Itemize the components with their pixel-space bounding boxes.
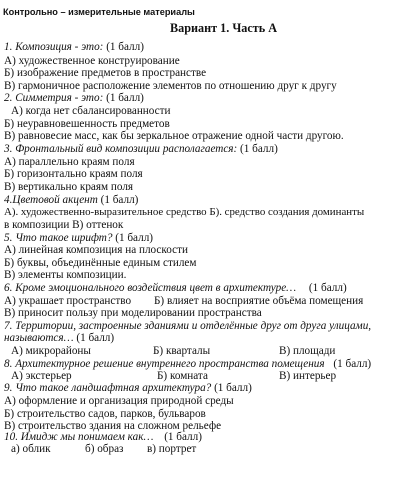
question-6-text: Кроме эмоционального воздействия цвет в архитектуре… (15, 281, 297, 294)
question-6-number: 6. (4, 281, 13, 294)
question-8 (4, 358, 371, 371)
question-6-option-c: В) приносит пользу при моделировании пространства (4, 307, 262, 320)
question-2-option-b: Б) неуравновешенность предметов (4, 117, 170, 130)
question-10 (4, 431, 202, 444)
question-6-option-a: А) украшает пространство (4, 295, 132, 307)
question-4-number: 4. (4, 193, 13, 206)
question-7-text-cont: называются… (4, 332, 74, 344)
document-header: Контрольно – измерительные материалы (3, 7, 195, 17)
question-10-text: Имидж мы понимаем как… (20, 430, 154, 443)
question-6-points: (1 балл) (308, 281, 347, 294)
question-3-option-a: А) параллельно краям поля (4, 155, 135, 168)
question-3-option-b: Б) горизонтально краям поля (4, 168, 143, 181)
question-7-option-c: В) площади (279, 345, 336, 358)
question-4-points: (1 балл) (100, 193, 139, 206)
question-10-option-c: в) портрет (147, 443, 197, 455)
question-3 (4, 143, 278, 156)
question-9-number: 9. (4, 382, 13, 395)
question-1-option-b: Б) изображение предметов в пространстве (4, 66, 207, 79)
question-10-number: 10. (4, 430, 18, 443)
question-7-points: (1 балл) (76, 332, 115, 344)
question-8-points: (1 балл) (333, 357, 372, 370)
question-7-text: Территории, застроенные зданиями и отделённые друг от друга улицами, (15, 319, 372, 332)
question-7 (4, 320, 371, 333)
question-5-option-c: В) элементы композиции. (4, 269, 127, 282)
question-9-option-b: Б) строительство садов, парков, бульваров (4, 407, 206, 420)
question-10-option-a: а) облик (11, 443, 51, 455)
question-3-text: Фронтальный вид композиции располагается: (15, 142, 238, 155)
question-1-text: Композиция - это: (15, 41, 104, 54)
question-4-options-cont: в композиции В) оттенок (4, 219, 124, 232)
question-8-option-a: А) экстерьер (11, 369, 72, 382)
question-4-options: А). художественно-выразительное средство Б). средство создания доминанты (4, 206, 365, 218)
question-9-text: Что такое ландшафтная архитектура? (15, 382, 212, 395)
question-7-option-b: Б) кварталы (153, 345, 211, 358)
question-2-option-a: А) когда нет сбалансированности (11, 104, 171, 117)
question-8-option-b: Б) комната (157, 369, 208, 382)
question-1-points: (1 балл) (106, 41, 144, 54)
question-5-option-b: Б) буквы, объединённые единым стилем (4, 257, 197, 270)
question-1-option-a: А) художественное конструирование (4, 54, 180, 67)
question-5-option-a: А) линейная композиция на плоскости (4, 243, 188, 256)
question-9-points: (1 балл) (214, 382, 252, 395)
question-9-option-c: В) строительство здания на сложном рельефе (4, 420, 222, 433)
question-5-text: Что такое шрифт? (15, 231, 113, 244)
question-8-text: Архитектурное решение внутреннего пространства помещения (15, 357, 325, 370)
question-5-points: (1 балл) (115, 231, 154, 244)
question-1 (4, 41, 144, 54)
variant-title: Вариант 1. Часть А (170, 21, 278, 35)
question-6 (4, 282, 347, 295)
question-3-points: (1 балл) (240, 142, 278, 155)
question-3-option-c: В) вертикально краям поля (4, 181, 134, 194)
question-5-number: 5. (4, 231, 13, 244)
question-4 (4, 194, 138, 207)
question-10-option-b: б) образ (85, 443, 124, 455)
question-2-option-c: В) равновесие масс, как бы зеркальное отражение одной части другою. (4, 130, 344, 143)
question-9 (4, 382, 252, 395)
question-5 (4, 232, 153, 245)
question-4-text: Цветовой акцент (12, 193, 98, 206)
question-2-number: 2. (4, 92, 13, 105)
question-3-number: 3. (4, 142, 13, 155)
question-2-points: (1 балл) (106, 92, 144, 105)
question-8-number: 8. (4, 357, 13, 370)
question-7-number: 7. (4, 319, 13, 332)
question-2-text: Симметрия - это: (15, 92, 104, 105)
question-1-number: 1. (4, 41, 13, 54)
question-2 (4, 92, 144, 105)
question-1-option-c: В) гармоничное расположение элементов по отношению друг к другу (4, 80, 337, 92)
question-8-option-c: В) интерьер (279, 369, 337, 382)
question-7-cont (4, 332, 114, 345)
question-10-points: (1 балл) (164, 430, 202, 443)
question-6-option-b: Б) влияет на восприятие объёма помещения (154, 295, 364, 307)
question-9-option-a: А) оформление и организация природной среды (4, 395, 234, 408)
question-7-option-a: А) микрорайоны (11, 345, 91, 358)
